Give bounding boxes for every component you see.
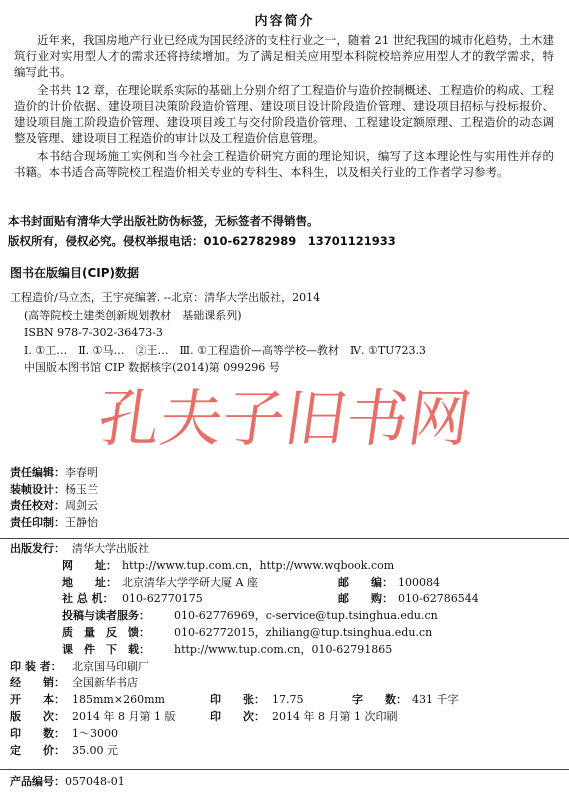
printer-row: 印 装 者： 北京国马印刷厂	[10, 659, 149, 673]
publisher-row: 出版发行： 清华大学出版社	[10, 542, 149, 555]
intro-paragraph: 近年来，我国房地产行业已经成为国民经济的支柱行业之一，随着 21 世纪我国的城市化趋势，土木建筑行业对实用型人才的需求还将持续增加。为了满足相关应用型本科院校培养应用型人才的教学需求，特编写此书。	[14, 33, 554, 79]
cip-line: 工程造价/马立杰，王宇亮编著. --北京：清华大学出版社，2014	[10, 291, 321, 304]
page-title: 内容简介	[254, 14, 315, 29]
cip-line: 中国版本图书馆 CIP 数据核字(2014)第 099296 号	[24, 361, 280, 374]
publication-info	[10, 541, 560, 759]
cip-heading: 图书在版编目(CIP)数据	[10, 266, 140, 280]
edition-row: 版 次： 2014 年 8 月第 1 版 印 次： 2014 年 8 月第 1 次印刷	[10, 709, 398, 723]
intro-paragraph: 本书结合现场施工实例和当今社会工程造价研究方面的理论知识，编写了这本理论性与实用性并存的书籍。本书适合高等院校工程造价相关专业的专科生、本科生，以及相关行业的工作者学习参考。	[14, 149, 554, 179]
submission-row: 投稿与读者服务： 010-62776969，c-service@tup.tsinghua.edu.cn	[62, 609, 438, 623]
cip-line: ISBN 978-7-302-36473-3	[24, 326, 163, 339]
anti-counterfeit-notice: 本书封面贴有清华大学出版社防伪标签，无标签者不得销售。	[8, 214, 319, 228]
intro-paragraph: 全书共 12 章，在理论联系实际的基础上分别介绍了工程造价与造价控制概述、工程造价的构成、工程造价的计价依据、建设项目决策阶段造价管理、建设项目设计阶段造价管理、建设项目招标与投标报价、建设项目施工阶段造价管理、建设项目竣工与交付阶段造价管理、工程建设定额原理、工程造价的动态调整及管理、建设项目工程造价的审计以及工程造价信息管理。	[14, 83, 554, 145]
product-code: 产品编号：057048-01	[10, 775, 125, 788]
intro-section	[14, 32, 554, 182]
address-row: 地 址： 北京清华大学学研大厦 A 座 邮 编： 100084	[62, 575, 440, 589]
format-row: 开 本： 185mm×260mm 印 张： 17.75 字 数： 431 千字	[10, 693, 459, 707]
divider	[0, 538, 569, 539]
price-row: 定 价： 35.00 元	[10, 743, 118, 757]
piracy-report-notice: 版权所有，侵权必究。侵权举报电话：010-62782989 13701121933	[8, 234, 396, 248]
switchboard-row: 社 总 机： 010-62770175 邮 购： 010-62786544	[62, 592, 479, 606]
copyright-notice	[8, 211, 558, 251]
editor-row: 责任编辑：李春明	[10, 466, 98, 479]
cip-line: (高等院校土建类创新规划教材 基础课系列)	[24, 308, 242, 322]
quality-row: 质 量 反 馈： 010-62772015，zhiliang@tup.tsinghua.edu.cn	[62, 625, 433, 639]
distributor-row: 经 销： 全国新华书店	[10, 676, 138, 690]
editors-block	[10, 465, 98, 531]
watermark-logo	[50, 380, 530, 456]
cip-block	[10, 289, 550, 377]
editor-row: 责任印制：王静怡	[10, 515, 98, 529]
watermark-text: 孔夫子旧书网	[93, 382, 476, 455]
download-row: 课 件 下 载： http://www.tup.com.cn，010-62791865	[62, 642, 393, 656]
divider	[0, 769, 569, 770]
editor-row: 责任校对：周剑云	[10, 499, 98, 512]
website-row: 网 址： http://www.tup.com.cn，http://www.wqbook.com	[62, 558, 395, 572]
editor-row: 装帧设计：杨玉兰	[10, 482, 98, 496]
cip-line: Ⅰ. ①工… Ⅱ. ①马… ②王… Ⅲ. ①工程造价—高等学校—教材 Ⅳ. ①TU723.3	[24, 343, 426, 357]
print-run-row: 印 数： 1～3000	[10, 726, 118, 740]
